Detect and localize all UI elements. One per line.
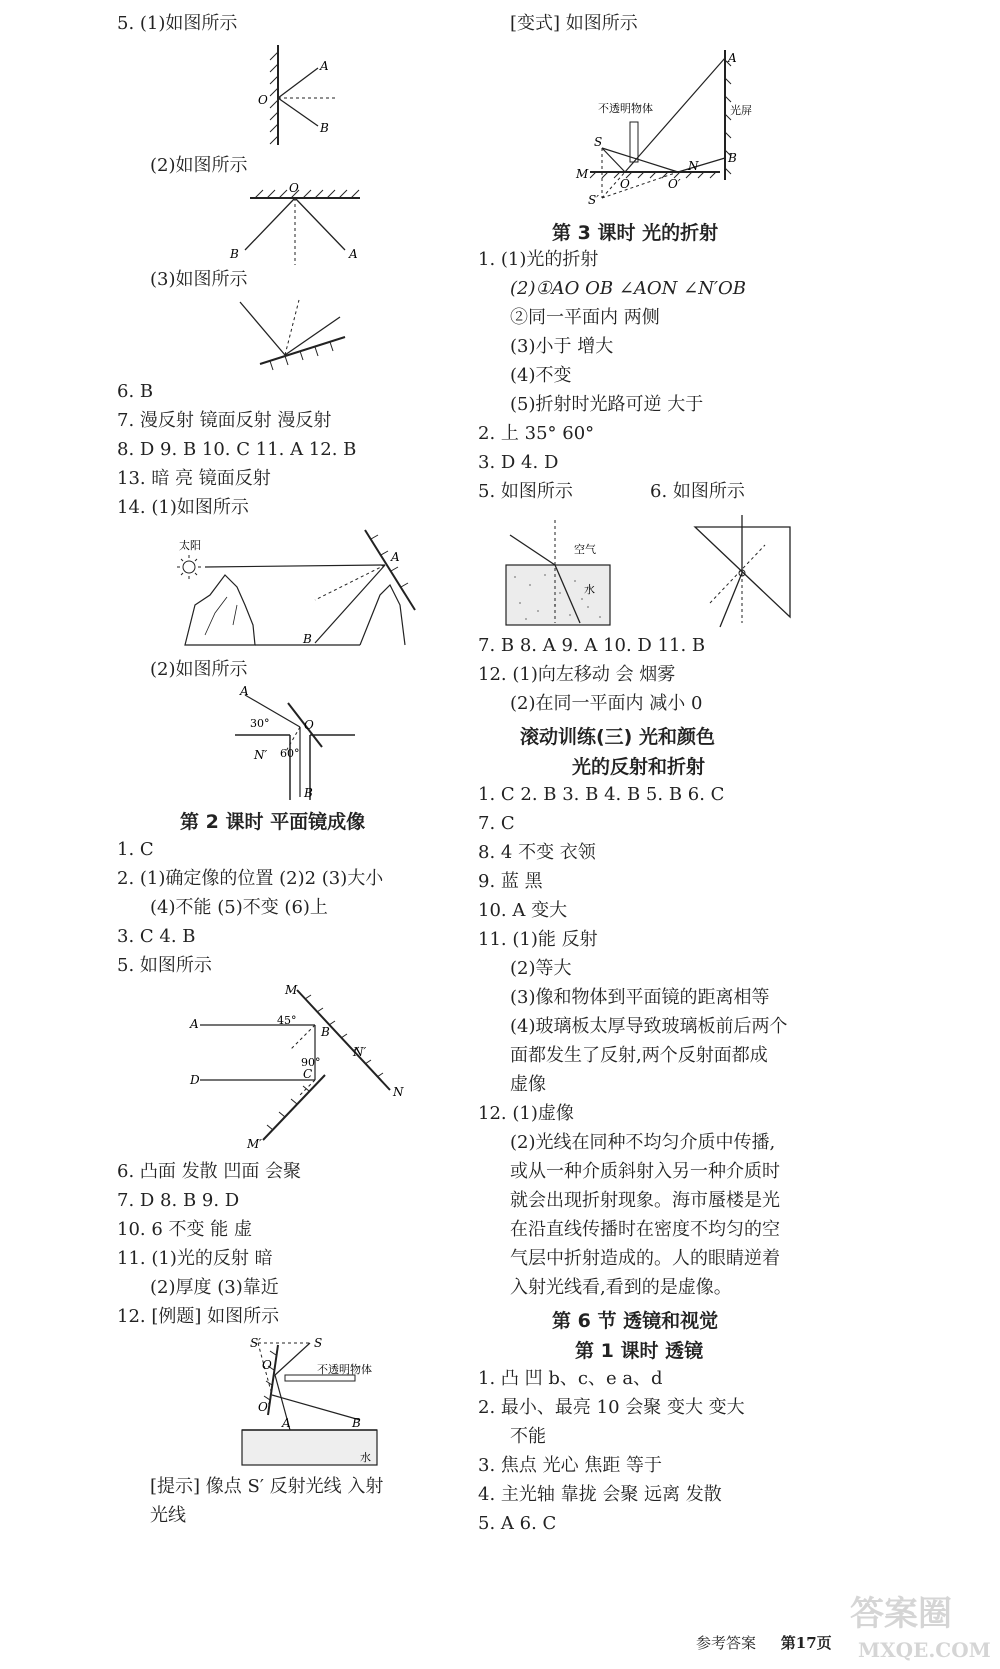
rt-answer-11-4c: 虚像 [510,1074,546,1095]
svg-text:B: B [303,632,312,646]
diagram-well-reflection [230,685,360,803]
answer-8-12: 8. D 9. B 10. C 11. A 12. B [117,439,357,460]
diagram-sun-cliff [175,525,435,655]
svg-text:M: M [576,167,589,181]
svg-text:S: S [314,1336,323,1350]
lens-answer-4: 4. 主光轴 靠拢 会聚 远离 发散 [478,1484,722,1505]
svg-text:60°: 60° [280,747,300,760]
answer-7: 7. 漫反射 镜面反射 漫反射 [117,410,332,431]
svg-text:MXQE.COM: MXQE.COM [858,1638,991,1662]
svg-text:不透明物体: 不透明物体 [598,102,653,115]
answer-5-1: 5. (1)如图所示 [117,13,238,34]
r-answer-1-4: (4)不变 [510,365,572,386]
lens-answer-5-6: 5. A 6. C [478,1513,557,1534]
svg-text:B: B [320,121,329,135]
r-answer-1-5: (5)折射时光路可逆 大于 [510,394,704,415]
svg-text:S′: S′ [250,1336,261,1350]
hint-line-2: 光线 [150,1505,186,1526]
r-answer-1-3: (3)小于 增大 [510,336,614,357]
lens-answer-2b: 不能 [510,1426,546,1447]
svg-text:N′: N′ [353,1045,367,1059]
r-answer-1-1: 1. (1)光的折射 [478,249,599,270]
diagram-variant-screen [570,40,750,210]
rt-answer-12-2d: 在沿直线传播时在密度不均匀的空 [510,1219,780,1240]
section-heading-lesson-1: 第 1 课时 透镜 [575,1340,704,1362]
r-answer-6: 6. 如图所示 [650,481,745,502]
svg-text:B: B [728,151,737,165]
svg-text:A: A [240,684,249,698]
variant-heading: [变式] 如图所示 [510,13,638,34]
rt-answer-12-2f: 入射光线看,看到的是虚像。 [510,1277,732,1298]
answer-5-2: (2)如图所示 [150,155,248,176]
r-answer-12-1: 12. (1)向左移动 会 烟雾 [478,664,676,685]
answer-2-1: 1. C [117,839,154,860]
rt-answer-9: 9. 蓝 黑 [478,871,543,892]
answer-2-5: 5. 如图所示 [117,955,212,976]
r-answer-1-2b: ②同一平面内 两侧 [510,307,660,328]
r-answer-2: 2. 上 35° 60° [478,423,595,444]
svg-text:D: D [190,1073,200,1087]
hint-line-1: [提示] 像点 S′ 反射光线 入射 [150,1476,384,1497]
svg-text:90°: 90° [301,1056,321,1069]
answer-2-7: 7. D 8. B 9. D [117,1190,240,1211]
svg-text:M′: M′ [247,1137,263,1151]
svg-text:A: A [728,51,737,65]
svg-text:S: S [594,135,603,149]
svg-text:A: A [320,59,329,73]
diagram-mirror-reflection-2 [225,180,365,270]
svg-text:O: O [620,177,630,191]
svg-text:O′: O′ [668,177,681,191]
r-answer-3-4: 3. D 4. D [478,452,559,473]
section-subheading-rolling: 光的反射和折射 [572,756,706,778]
rt-answer-10: 10. A 变大 [478,900,568,921]
svg-text:N′: N′ [254,748,268,762]
section-heading-lesson-3: 第 3 课时 光的折射 [552,222,719,244]
rt-answer-12-2b: 或从一种介质斜射入另一种介质时 [510,1161,780,1182]
rt-answer-11-4b: 面都发生了反射,两个反射面都成 [510,1045,768,1066]
rt-answer-12-2c: 就会出现折射现象。海市蜃楼是光 [510,1190,780,1211]
svg-text:太阳: 太阳 [179,539,201,552]
answer-2-10: 10. 6 不变 能 虚 [117,1219,252,1240]
answer-2-12: 12. [例题] 如图所示 [117,1306,280,1327]
svg-text:B: B [352,1416,361,1430]
svg-text:S′: S′ [588,193,599,207]
svg-text:水: 水 [584,583,595,596]
answer-2-6: 6. 凸面 发散 凹面 会聚 [117,1161,302,1182]
answer-14-2: (2)如图所示 [150,659,248,680]
lens-answer-2: 2. 最小、最亮 10 会聚 变大 变大 [478,1397,745,1418]
svg-text:A: A [391,550,400,564]
rt-answer-8: 8. 4 不变 衣领 [478,842,596,863]
svg-text:O: O [289,181,299,195]
rt-answer-12-2a: (2)光线在同种不均匀介质中传播, [510,1132,776,1153]
rt-answer-12-1: 12. (1)虚像 [478,1103,574,1124]
answer-2-3: 3. C 4. B [117,926,196,947]
svg-text:答案圈: 答案圈 [850,1594,952,1634]
svg-text:A: A [282,1416,291,1430]
svg-text:C: C [303,1067,313,1081]
svg-text:O′: O′ [258,1400,271,1414]
diagram-mirror-reflection-1 [240,40,360,150]
rt-answer-11-3: (3)像和物体到平面镜的距离相等 [510,987,770,1008]
svg-text:N: N [393,1085,404,1099]
answer-2-11b: (2)厚度 (3)靠近 [150,1277,279,1298]
rt-answer-7: 7. C [478,813,515,834]
diagram-refraction-prism [690,515,800,630]
svg-text:空气: 空气 [574,543,596,556]
svg-text:B: B [304,786,313,800]
rt-answer-11-1: 11. (1)能 反射 [478,929,598,950]
section-heading-lesson-2: 第 2 课时 平面镜成像 [180,811,366,833]
svg-text:45°: 45° [277,1014,297,1027]
rt-answer-11-4a: (4)玻璃板太厚导致玻璃板前后两个 [510,1016,788,1037]
section-heading-section-6: 第 6 节 透镜和视觉 [552,1310,719,1332]
answer-2-11: 11. (1)光的反射 暗 [117,1248,273,1269]
diagram-refraction-water [500,515,620,630]
rt-answer-12-2e: 气层中折射造成的。人的眼睛逆着 [510,1248,780,1269]
rt-answer-11-2: (2)等大 [510,958,572,979]
r-answer-7-11: 7. B 8. A 9. A 10. D 11. B [478,635,706,656]
answer-13: 13. 暗 亮 镜面反射 [117,468,271,489]
answer-6: 6. B [117,381,154,402]
answer-2-2b: (4)不能 (5)不变 (6)上 [150,897,328,918]
r-answer-5: 5. 如图所示 [478,481,573,502]
svg-text:O: O [304,718,314,732]
svg-text:水: 水 [360,1451,371,1464]
diagram-mirror-reflection-3 [235,292,355,372]
svg-text:O: O [262,1358,272,1372]
svg-text:A: A [349,247,358,261]
rt-answer-1-6: 1. C 2. B 3. B 4. B 5. B 6. C [478,784,725,805]
svg-text:B: B [321,1025,330,1039]
watermark-logo [840,1583,1000,1663]
svg-text:B: B [230,247,239,261]
footer-reference-answers: 参考答案 第17页 [696,1634,832,1652]
page-number: 第17页 [780,1634,832,1652]
lens-answer-1: 1. 凸 凹 b、c、e a、d [478,1368,663,1389]
svg-text:A: A [190,1017,199,1031]
svg-text:不透明物体: 不透明物体 [317,1363,372,1376]
svg-text:M: M [285,983,298,997]
svg-text:N: N [688,159,699,173]
svg-text:O: O [258,93,268,107]
diagram-water-tank [220,1335,400,1470]
r-answer-12-2: (2)在同一平面内 减小 0 [510,693,703,714]
answer-2-2: 2. (1)确定像的位置 (2)2 (3)大小 [117,868,384,889]
svg-text:30°: 30° [250,717,270,730]
answer-14-1: 14. (1)如图所示 [117,497,249,518]
lens-answer-3: 3. 焦点 光心 焦距 等于 [478,1455,663,1476]
r-answer-1-2: (2)①AO OB ∠AON ∠N′OB [510,278,747,299]
answer-5-3: (3)如图所示 [150,269,248,290]
diagram-mirror-mn [185,980,415,1155]
section-heading-rolling-training: 滚动训练(三) 光和颜色 [520,726,715,748]
svg-text:光屏: 光屏 [730,104,752,117]
